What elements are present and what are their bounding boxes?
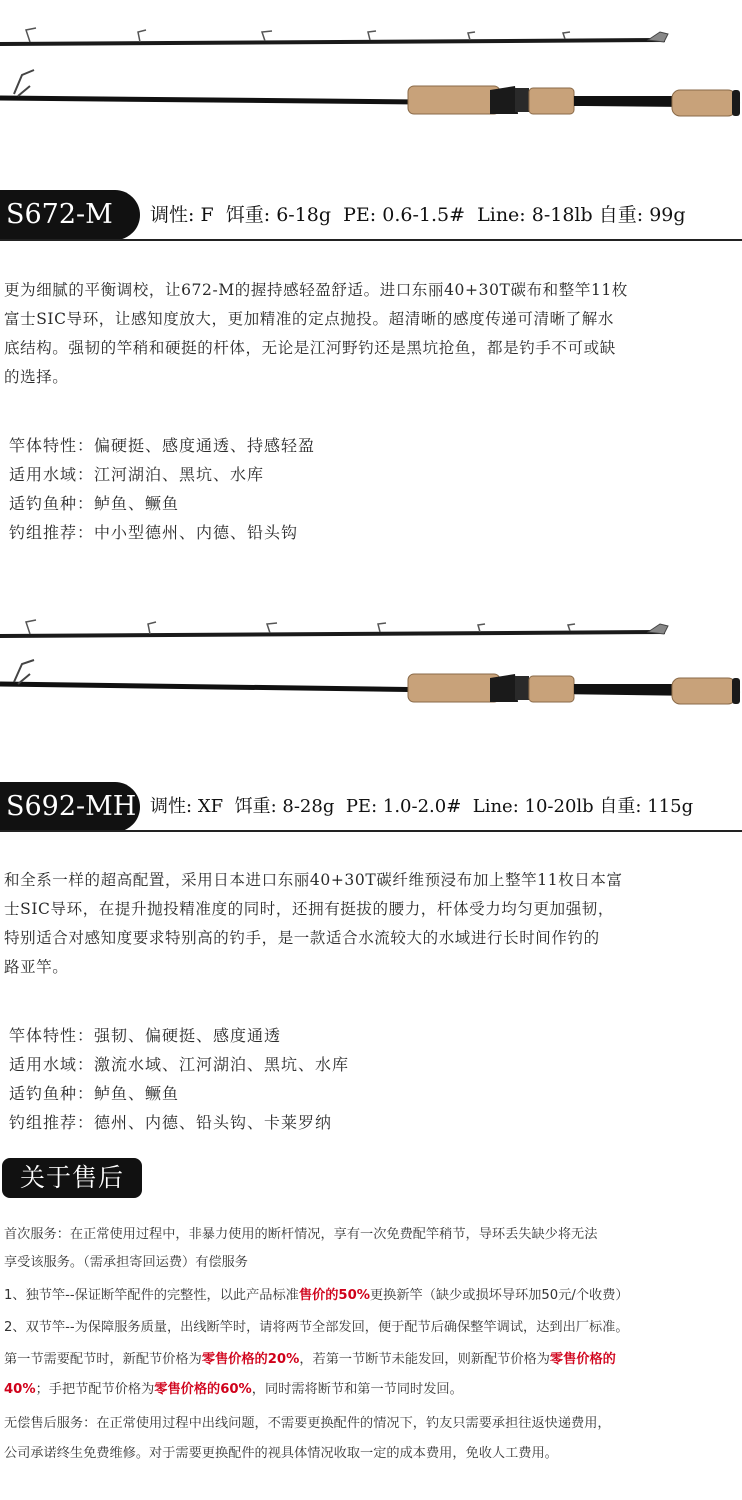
description-line: 底结构。强韧的竿稍和硬挺的杆体，无论是江河野钓还是黑坑抢鱼，都是钓手不可或缺	[4, 339, 616, 357]
pe-value: 1.0-2.0#	[382, 796, 462, 817]
divider	[0, 830, 742, 832]
lure-label: 饵重:	[234, 796, 277, 817]
price-highlight: 售价的50%	[298, 1288, 370, 1303]
divider	[0, 239, 742, 241]
after-sales-title: 关于售后	[2, 1158, 142, 1198]
policy-text: 第一节需要配节时，新配节价格为	[4, 1352, 202, 1367]
weight-value: 115g	[647, 796, 694, 817]
rod-features	[9, 1021, 349, 1137]
model-name: S692-MH	[6, 791, 137, 822]
rod-description	[4, 866, 738, 982]
feature-item: 钓组推荐：中小型德州、内德、铅头钩	[9, 523, 299, 542]
one-piece-policy	[4, 1282, 740, 1310]
free-service-line: 公司承诺终生免费维修。对于需要更换配件的视具体情况收取一定的成本费用，免收人工费用。	[4, 1446, 558, 1461]
price-highlight: 40%	[4, 1382, 36, 1397]
two-piece-policy-line: 2、双节竿--为保障服务质量，出线断竿时，请将两节全部发回，便于配节后确保整竿调试，达到出厂标准。	[4, 1320, 629, 1335]
price-highlight: 零售价格的	[549, 1352, 616, 1367]
description-line: 的选择。	[4, 368, 69, 386]
weight-value: 99g	[649, 204, 686, 226]
model-tag	[0, 190, 140, 240]
description-line: 路亚竿。	[4, 958, 69, 976]
line-value: 8-18lb	[531, 204, 593, 226]
rod-image-s672	[0, 20, 742, 140]
price-highlight: 零售价格的60%	[154, 1382, 252, 1397]
feature-item: 适钓鱼种：鲈鱼、鳜鱼	[9, 1084, 180, 1103]
feature-item: 适用水域：激流水域、江河湖泊、黑坑、水库	[9, 1055, 350, 1074]
two-piece-policy-line	[4, 1376, 740, 1404]
rod-description	[4, 276, 738, 392]
pe-value: 0.6-1.5#	[382, 204, 466, 226]
action-label: 调性:	[150, 204, 195, 226]
line-label: Line:	[472, 796, 519, 817]
rod-features	[9, 431, 315, 547]
line-value: 10-20lb	[524, 796, 594, 817]
policy-text: ，若第一节断节未能发回，则新配节价格为	[299, 1352, 550, 1367]
description-line: 和全系一样的超高配置，采用日本进口东丽40+30T碳纤维预浸布加上整竿11枚日本富	[4, 871, 623, 889]
policy-text: ，同时需将断节和第一节同时发回。	[251, 1382, 463, 1397]
free-service-line: 无偿售后服务：在正常使用过程中出线问题，不需要更换配件的情况下，钓友只需要承担往返快递费用，	[4, 1416, 611, 1431]
weight-label: 自重:	[599, 796, 642, 817]
pe-label: PE:	[345, 796, 378, 817]
weight-label: 自重:	[598, 204, 644, 226]
description-line: 更为细腻的平衡调校，让672-M的握持感轻盈舒适。进口东丽40+30T碳布和整竿11枚	[4, 281, 628, 299]
description-line: 士SIC导环，在提升抛投精准度的同时，还拥有挺拔的腰力，杆体受力均匀更加强韧，	[4, 900, 615, 918]
feature-item: 竿体特性：偏硬挺、感度通透、持感轻盈	[9, 436, 316, 455]
lure-label: 饵重:	[225, 204, 271, 226]
action-value: XF	[197, 796, 224, 817]
first-service-line: 首次服务：在正常使用过程中，非暴力使用的断杆情况，享有一次免费配竿稍节，导环丢失缺少将无法	[4, 1227, 598, 1242]
price-highlight: 零售价格的20%	[201, 1352, 300, 1367]
action-value: F	[200, 204, 214, 226]
description-line: 富士SIC导环，让感知度放大，更加精准的定点抛投。超清晰的感度传递可清晰了解水	[4, 310, 615, 328]
pe-label: PE:	[343, 204, 377, 226]
policy-text: 更换新竿（缺少或损坏导环加50元/个收费）	[369, 1288, 629, 1303]
policy-text: 1、独节竿--保证断竿配件的完整性，以此产品标准	[4, 1288, 299, 1303]
policy-text: ；手把节配节价格为	[35, 1382, 155, 1397]
after-sales-details	[4, 1221, 740, 1468]
feature-item: 适用水域：江河湖泊、黑坑、水库	[9, 465, 265, 484]
line-label: Line:	[477, 204, 526, 226]
feature-item: 钓组推荐：德州、内德、铅头钩、卡莱罗纳	[9, 1113, 333, 1132]
action-label: 调性:	[150, 796, 193, 817]
lure-value: 6-18g	[276, 204, 332, 226]
two-piece-policy-line	[4, 1346, 740, 1374]
description-line: 特别适合对感知度要求特别高的钓手，是一款适合水流较大的水域进行长时间作钓的	[4, 929, 600, 947]
model-specs	[150, 200, 686, 230]
feature-item: 竿体特性：强韧、偏硬挺、感度通透	[9, 1026, 282, 1045]
model-specs	[150, 792, 693, 822]
rod-image-s692	[0, 612, 742, 722]
model-tag	[0, 782, 140, 832]
first-service-line: 享受该服务。（需承担寄回运费）有偿服务	[4, 1255, 248, 1270]
model-name: S672-M	[6, 199, 113, 230]
lure-value: 8-28g	[282, 796, 335, 817]
feature-item: 适钓鱼种：鲈鱼、鳜鱼	[9, 494, 180, 513]
